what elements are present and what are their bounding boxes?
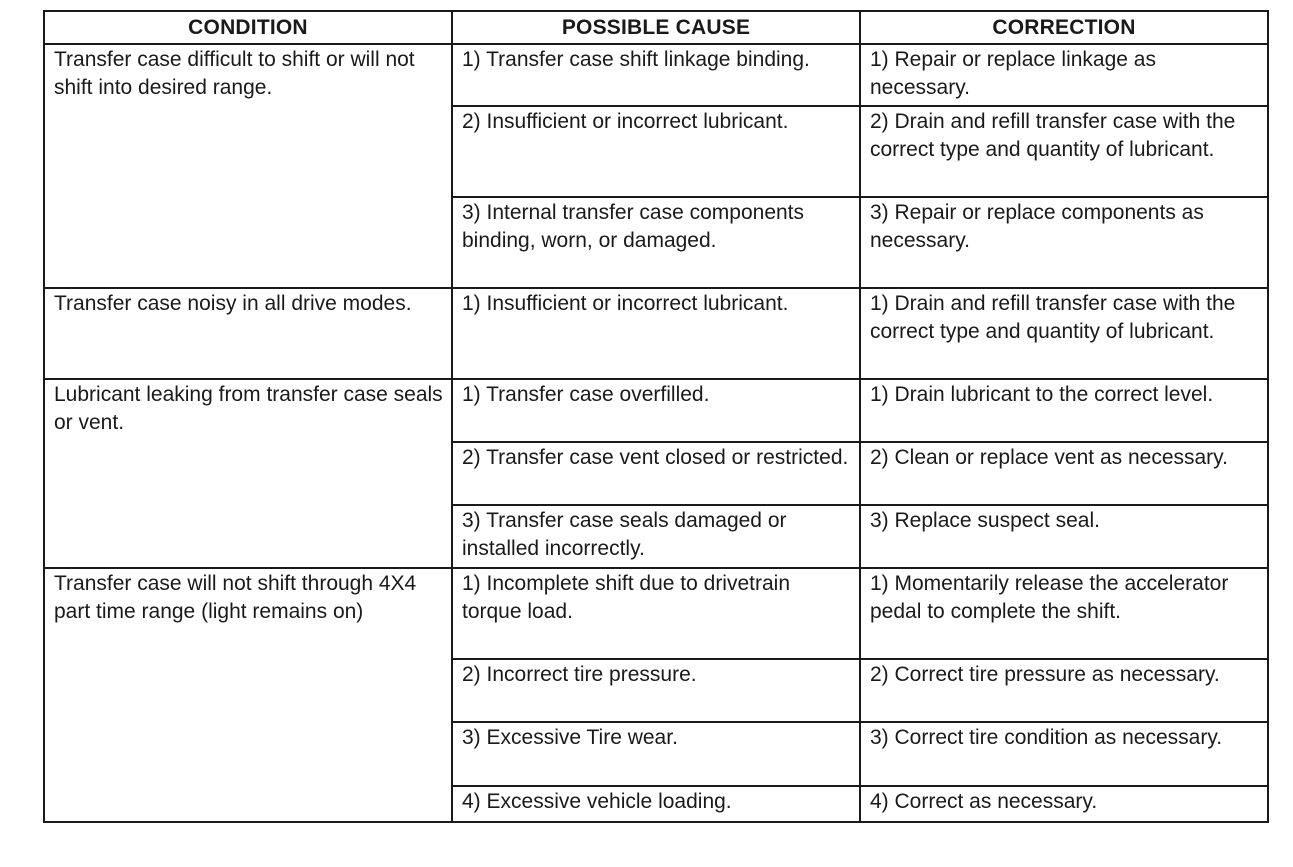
diagnosis-table <box>43 10 1269 823</box>
cause-cell: 3) Excessive Tire wear. <box>452 722 860 786</box>
condition-cell: Transfer case will not shift through 4X4 part time range (light remains on) <box>44 568 452 822</box>
cause-cell: 1) Transfer case shift linkage binding. <box>452 44 860 106</box>
header-condition: CONDITION <box>44 11 452 44</box>
cause-cell: 1) Transfer case overfilled. <box>452 379 860 442</box>
header-row <box>44 11 1268 44</box>
cause-cell: 3) Internal transfer case components binding, worn, or damaged. <box>452 197 860 288</box>
correction-cell: 4) Correct as necessary. <box>860 786 1268 822</box>
correction-cell: 2) Correct tire pressure as necessary. <box>860 659 1268 722</box>
correction-cell: 1) Repair or replace linkage as necessary. <box>860 44 1268 106</box>
correction-cell: 1) Momentarily release the accelerator pedal to complete the shift. <box>860 568 1268 659</box>
correction-cell: 2) Drain and refill transfer case with the correct type and quantity of lubricant. <box>860 106 1268 197</box>
cause-cell: 4) Excessive vehicle loading. <box>452 786 860 822</box>
cause-cell: 2) Incorrect tire pressure. <box>452 659 860 722</box>
cause-cell: 2) Insufficient or incorrect lubricant. <box>452 106 860 197</box>
correction-cell: 3) Correct tire condition as necessary. <box>860 722 1268 786</box>
header-possible-cause: POSSIBLE CAUSE <box>452 11 860 44</box>
cause-cell: 3) Transfer case seals damaged or installed incorrectly. <box>452 505 860 568</box>
condition-cell: Transfer case difficult to shift or will not shift into desired range. <box>44 44 452 288</box>
correction-cell: 1) Drain lubricant to the correct level. <box>860 379 1268 442</box>
table-row <box>44 288 1268 379</box>
table-row <box>44 44 1268 106</box>
condition-cell: Transfer case noisy in all drive modes. <box>44 288 452 379</box>
header-correction: CORRECTION <box>860 11 1268 44</box>
correction-cell: 1) Drain and refill transfer case with the correct type and quantity of lubricant. <box>860 288 1268 379</box>
cause-cell: 2) Transfer case vent closed or restricted. <box>452 442 860 505</box>
correction-cell: 2) Clean or replace vent as necessary. <box>860 442 1268 505</box>
condition-cell: Lubricant leaking from transfer case seals or vent. <box>44 379 452 568</box>
table-row <box>44 568 1268 659</box>
correction-cell: 3) Replace suspect seal. <box>860 505 1268 568</box>
table-row <box>44 379 1268 442</box>
cause-cell: 1) Incomplete shift due to drivetrain torque load. <box>452 568 860 659</box>
correction-cell: 3) Repair or replace components as necessary. <box>860 197 1268 288</box>
cause-cell: 1) Insufficient or incorrect lubricant. <box>452 288 860 379</box>
